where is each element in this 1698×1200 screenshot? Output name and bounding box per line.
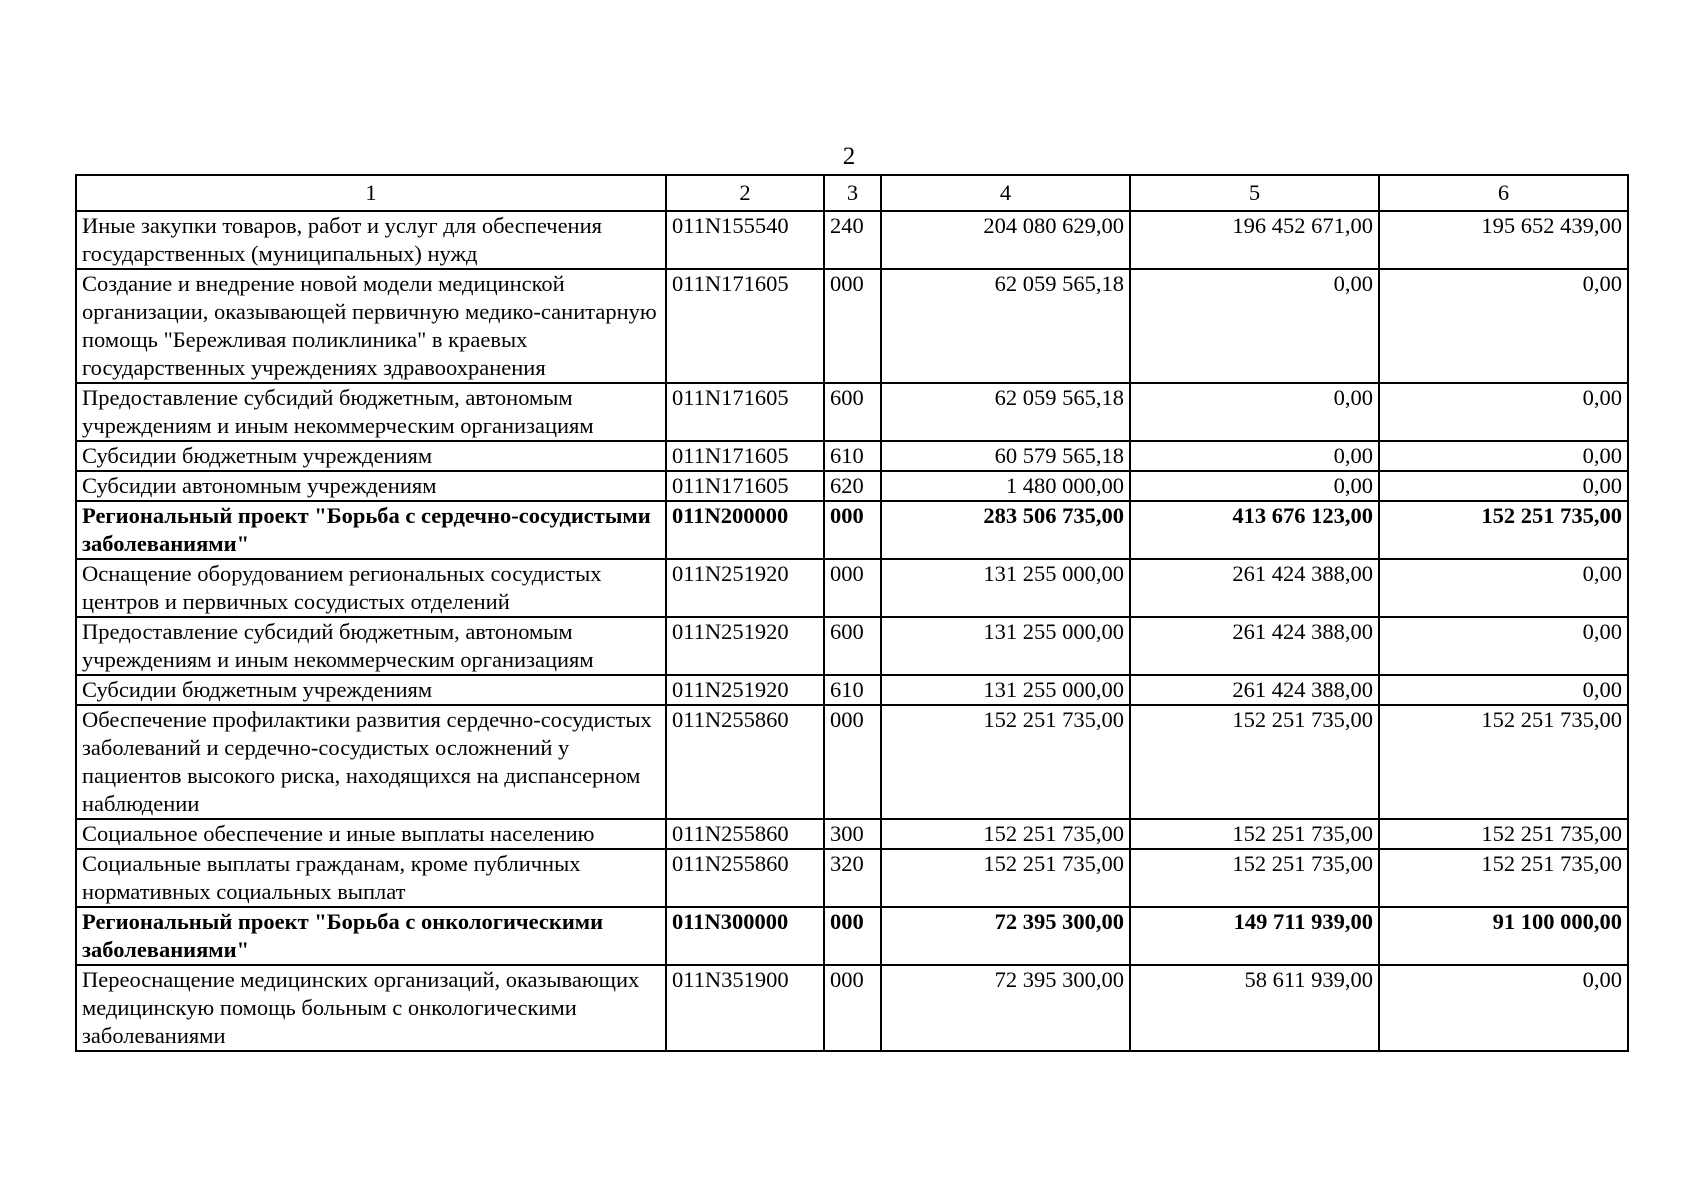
row-type: 610 <box>824 675 881 705</box>
table-row <box>76 471 1628 501</box>
row-amount-4: 131 255 000,00 <box>881 617 1130 675</box>
row-amount-5: 149 711 939,00 <box>1130 907 1379 965</box>
row-amount-4: 62 059 565,18 <box>881 383 1130 441</box>
budget-table <box>75 174 1629 1052</box>
row-amount-5: 0,00 <box>1130 269 1379 383</box>
row-amount-5: 261 424 388,00 <box>1130 559 1379 617</box>
table-body <box>76 211 1628 1051</box>
row-amount-4: 204 080 629,00 <box>881 211 1130 269</box>
row-amount-6: 152 251 735,00 <box>1379 819 1628 849</box>
row-amount-5: 58 611 939,00 <box>1130 965 1379 1051</box>
row-amount-6: 91 100 000,00 <box>1379 907 1628 965</box>
row-type: 620 <box>824 471 881 501</box>
row-type: 000 <box>824 705 881 819</box>
row-type: 320 <box>824 849 881 907</box>
row-amount-4: 152 251 735,00 <box>881 849 1130 907</box>
row-amount-4: 152 251 735,00 <box>881 819 1130 849</box>
row-name: Обеспечение профилактики развития сердечно-сосудистых заболеваний и сердечно-сосудистых осложнений у пациентов высокого риска, находящихся на диспансерном наблюдении <box>76 705 666 819</box>
row-code: 011N351900 <box>666 965 824 1051</box>
row-type: 300 <box>824 819 881 849</box>
row-amount-5: 0,00 <box>1130 471 1379 501</box>
row-name: Переоснащение медицинских организаций, оказывающих медицинскую помощь больным с онкологическими заболеваниями <box>76 965 666 1051</box>
row-code: 011N255860 <box>666 849 824 907</box>
row-name: Субсидии бюджетным учреждениям <box>76 675 666 705</box>
header-col-2: 2 <box>666 175 824 211</box>
row-name: Субсидии автономным учреждениям <box>76 471 666 501</box>
row-code: 011N251920 <box>666 617 824 675</box>
row-type: 000 <box>824 559 881 617</box>
table-header <box>76 175 1628 211</box>
row-amount-4: 60 579 565,18 <box>881 441 1130 471</box>
row-amount-6: 0,00 <box>1379 675 1628 705</box>
row-type: 240 <box>824 211 881 269</box>
row-name: Региональный проект "Борьба с онкологическими заболеваниями" <box>76 907 666 965</box>
row-name: Предоставление субсидий бюджетным, автономым учреждениям и иным некоммерческим организациям <box>76 383 666 441</box>
row-amount-5: 261 424 388,00 <box>1130 675 1379 705</box>
table-row <box>76 705 1628 819</box>
row-amount-4: 62 059 565,18 <box>881 269 1130 383</box>
row-amount-6: 0,00 <box>1379 471 1628 501</box>
row-code: 011N155540 <box>666 211 824 269</box>
table-row <box>76 441 1628 471</box>
row-code: 011N255860 <box>666 705 824 819</box>
header-col-3: 3 <box>824 175 881 211</box>
row-amount-5: 413 676 123,00 <box>1130 501 1379 559</box>
row-code: 011N171605 <box>666 383 824 441</box>
header-col-5: 5 <box>1130 175 1379 211</box>
row-amount-6: 195 652 439,00 <box>1379 211 1628 269</box>
table-row <box>76 819 1628 849</box>
row-name: Оснащение оборудованием региональных сосудистых центров и первичных сосудистых отделений <box>76 559 666 617</box>
table-row <box>76 383 1628 441</box>
row-name: Субсидии бюджетным учреждениям <box>76 441 666 471</box>
header-col-1: 1 <box>76 175 666 211</box>
row-type: 000 <box>824 965 881 1051</box>
header-col-6: 6 <box>1379 175 1628 211</box>
row-name: Иные закупки товаров, работ и услуг для обеспечения государственных (муниципальных) нужд <box>76 211 666 269</box>
row-code: 011N171605 <box>666 269 824 383</box>
row-amount-4: 1 480 000,00 <box>881 471 1130 501</box>
row-name: Социальное обеспечение и иные выплаты населению <box>76 819 666 849</box>
row-amount-6: 0,00 <box>1379 269 1628 383</box>
row-code: 011N200000 <box>666 501 824 559</box>
table-row <box>76 269 1628 383</box>
row-amount-5: 152 251 735,00 <box>1130 849 1379 907</box>
row-type: 000 <box>824 501 881 559</box>
table-row <box>76 965 1628 1051</box>
row-name: Социальные выплаты гражданам, кроме публичных нормативных социальных выплат <box>76 849 666 907</box>
row-amount-6: 152 251 735,00 <box>1379 705 1628 819</box>
row-type: 600 <box>824 617 881 675</box>
row-amount-4: 131 255 000,00 <box>881 559 1130 617</box>
row-code: 011N171605 <box>666 441 824 471</box>
row-amount-5: 0,00 <box>1130 383 1379 441</box>
row-amount-4: 152 251 735,00 <box>881 705 1130 819</box>
row-amount-5: 0,00 <box>1130 441 1379 471</box>
row-code: 011N251920 <box>666 675 824 705</box>
row-code: 011N255860 <box>666 819 824 849</box>
row-name: Предоставление субсидий бюджетным, автономым учреждениям и иным некоммерческим организациям <box>76 617 666 675</box>
row-type: 000 <box>824 907 881 965</box>
row-amount-6: 152 251 735,00 <box>1379 849 1628 907</box>
row-type: 600 <box>824 383 881 441</box>
row-code: 011N251920 <box>666 559 824 617</box>
row-amount-6: 0,00 <box>1379 441 1628 471</box>
table-row-project <box>76 907 1628 965</box>
table-row-project <box>76 501 1628 559</box>
table-row <box>76 559 1628 617</box>
header-row <box>76 175 1628 211</box>
row-amount-6: 0,00 <box>1379 559 1628 617</box>
table-row <box>76 675 1628 705</box>
row-amount-6: 0,00 <box>1379 383 1628 441</box>
row-type: 610 <box>824 441 881 471</box>
table-row <box>76 617 1628 675</box>
table-row <box>76 849 1628 907</box>
header-col-4: 4 <box>881 175 1130 211</box>
row-code: 011N300000 <box>666 907 824 965</box>
row-amount-5: 152 251 735,00 <box>1130 705 1379 819</box>
row-amount-4: 72 395 300,00 <box>881 965 1130 1051</box>
row-amount-4: 131 255 000,00 <box>881 675 1130 705</box>
row-name: Региональный проект "Борьба с сердечно-сосудистыми заболеваниями" <box>76 501 666 559</box>
row-type: 000 <box>824 269 881 383</box>
row-amount-4: 72 395 300,00 <box>881 907 1130 965</box>
page-number: 2 <box>842 143 856 170</box>
row-amount-5: 196 452 671,00 <box>1130 211 1379 269</box>
row-name: Создание и внедрение новой модели медицинской организации, оказывающей первичную медико-санитарную помощь "Бережливая поликлиника" в краевых государственных учреждениях здравоохранения <box>76 269 666 383</box>
row-amount-5: 152 251 735,00 <box>1130 819 1379 849</box>
row-amount-5: 261 424 388,00 <box>1130 617 1379 675</box>
row-amount-4: 283 506 735,00 <box>881 501 1130 559</box>
table-row <box>76 211 1628 269</box>
row-code: 011N171605 <box>666 471 824 501</box>
row-amount-6: 0,00 <box>1379 965 1628 1051</box>
row-amount-6: 152 251 735,00 <box>1379 501 1628 559</box>
row-amount-6: 0,00 <box>1379 617 1628 675</box>
